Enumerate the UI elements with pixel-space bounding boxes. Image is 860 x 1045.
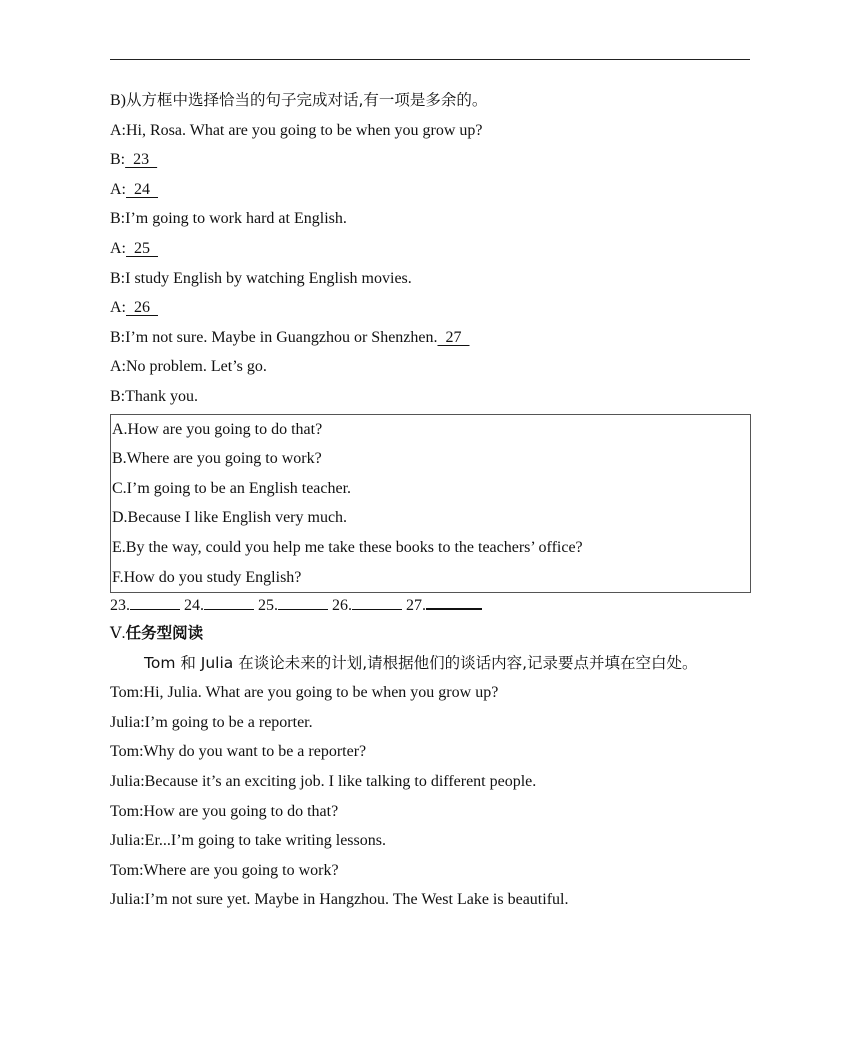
dialogue-line — [110, 145, 750, 175]
speaker-label: Julia: — [110, 773, 145, 791]
option-b: B.Where are you going to work? — [112, 450, 322, 468]
speaker-label: Julia: — [110, 832, 145, 850]
speaker-label: A: — [110, 239, 126, 257]
dialogue-line — [110, 678, 750, 708]
dialogue-line — [110, 767, 750, 797]
option-e: E.By the way, could you help me take these books to the teachers’ office? — [112, 538, 583, 556]
blank-26: 26 — [126, 299, 158, 317]
part-v-numeral: Ⅴ. — [110, 625, 126, 643]
answer-line — [110, 593, 750, 615]
answer-number-23: 23. — [110, 597, 130, 615]
dialogue-text: I study English by watching English movies. — [125, 269, 412, 287]
dialogue-text: Thank you. — [125, 387, 198, 405]
speaker-label: B: — [110, 387, 126, 405]
answer-number-25: 25. — [258, 597, 278, 615]
dialogue-line — [110, 175, 750, 205]
speaker-label: A: — [110, 358, 126, 376]
speaker-label: Julia: — [110, 713, 145, 731]
dialogue-text: How are you going to do that? — [143, 802, 339, 820]
answer-blank-24[interactable] — [204, 594, 254, 610]
part-b-heading-prefix: B) — [110, 92, 126, 109]
speaker-label: Tom: — [110, 684, 144, 702]
blank-24: 24 — [126, 180, 158, 198]
option-c: C.I’m going to be an English teacher. — [112, 479, 352, 497]
answer-blank-25[interactable] — [278, 594, 328, 610]
header-rule — [110, 59, 750, 60]
dialogue-text: Hi, Rosa. What are you going to be when you grow up? — [126, 121, 483, 139]
part-b-heading-text: 从方框中选择恰当的句子完成对话,有一项是多余的。 — [126, 91, 488, 109]
dialogue-text: Hi, Julia. What are you going to be when you grow up? — [143, 684, 499, 702]
blank-27: 27 — [437, 328, 470, 346]
answer-number-24: 24. — [184, 597, 204, 615]
dialogue-line — [110, 856, 750, 886]
speaker-label: Julia: — [110, 891, 145, 909]
dialogue-text: Where are you going to work? — [143, 861, 339, 879]
speaker-label: A: — [110, 180, 126, 198]
blank-25: 25 — [126, 239, 158, 257]
dialogue-line — [110, 737, 750, 767]
dialogue-line — [110, 352, 750, 382]
dialogue-line — [110, 826, 750, 856]
dialogue-text: Because it’s an exciting job. I like talking to different people. — [144, 773, 537, 791]
part-v-heading — [110, 619, 750, 649]
dialogue-text: I’m not sure yet. Maybe in Hangzhou. The West Lake is beautiful. — [144, 891, 569, 909]
answer-number-27: 27. — [406, 597, 426, 615]
dialogue-line — [110, 204, 750, 234]
part-v-title: 任务型阅读 — [125, 624, 204, 643]
speaker-label: A: — [110, 299, 126, 317]
answer-blank-27[interactable] — [426, 593, 482, 610]
answer-number-26: 26. — [332, 597, 352, 615]
document-body — [110, 86, 750, 915]
dialogue-text: I’m going to work hard at English. — [125, 210, 347, 228]
speaker-label: Tom: — [110, 802, 144, 820]
part-b-heading — [110, 86, 750, 116]
option-a: A.How are you going to do that? — [112, 420, 323, 438]
dialogue-text: Why do you want to be a reporter? — [143, 743, 367, 761]
speaker-label: B: — [110, 269, 126, 287]
dialogue-text: I’m going to be a reporter. — [144, 713, 313, 731]
dialogue-text: No problem. Let’s go. — [126, 358, 267, 376]
dialogue-line — [110, 323, 750, 353]
dialogue-line — [110, 708, 750, 738]
speaker-label: B: — [110, 151, 126, 169]
dialogue-line — [110, 885, 750, 915]
dialogue-text: Er...I’m going to take writing lessons. — [144, 832, 386, 850]
dialogue-line — [110, 264, 750, 294]
option-d: D.Because I like English very much. — [112, 509, 348, 527]
part-v-intro: Tom 和 Julia 在谈论未来的计划,请根据他们的谈话内容,记录要点并填在空白处。 — [144, 653, 698, 672]
option-f: F.How do you study English? — [112, 568, 302, 586]
speaker-label: Tom: — [110, 861, 144, 879]
speaker-label: A: — [110, 121, 126, 139]
blank-23: 23 — [125, 151, 158, 169]
dialogue-line — [110, 234, 750, 264]
dialogue-text: I’m not sure. Maybe in Guangzhou or Shenzhen. — [125, 328, 438, 346]
speaker-label: B: — [110, 328, 126, 346]
options-box — [110, 414, 751, 594]
dialogue-line — [110, 293, 750, 323]
dialogue-line — [110, 797, 750, 827]
dialogue-line — [110, 382, 750, 412]
answer-blank-26[interactable] — [352, 594, 402, 610]
answer-blank-23[interactable] — [130, 594, 180, 610]
speaker-label: B: — [110, 210, 126, 228]
dialogue-line — [110, 116, 750, 146]
speaker-label: Tom: — [110, 743, 144, 761]
